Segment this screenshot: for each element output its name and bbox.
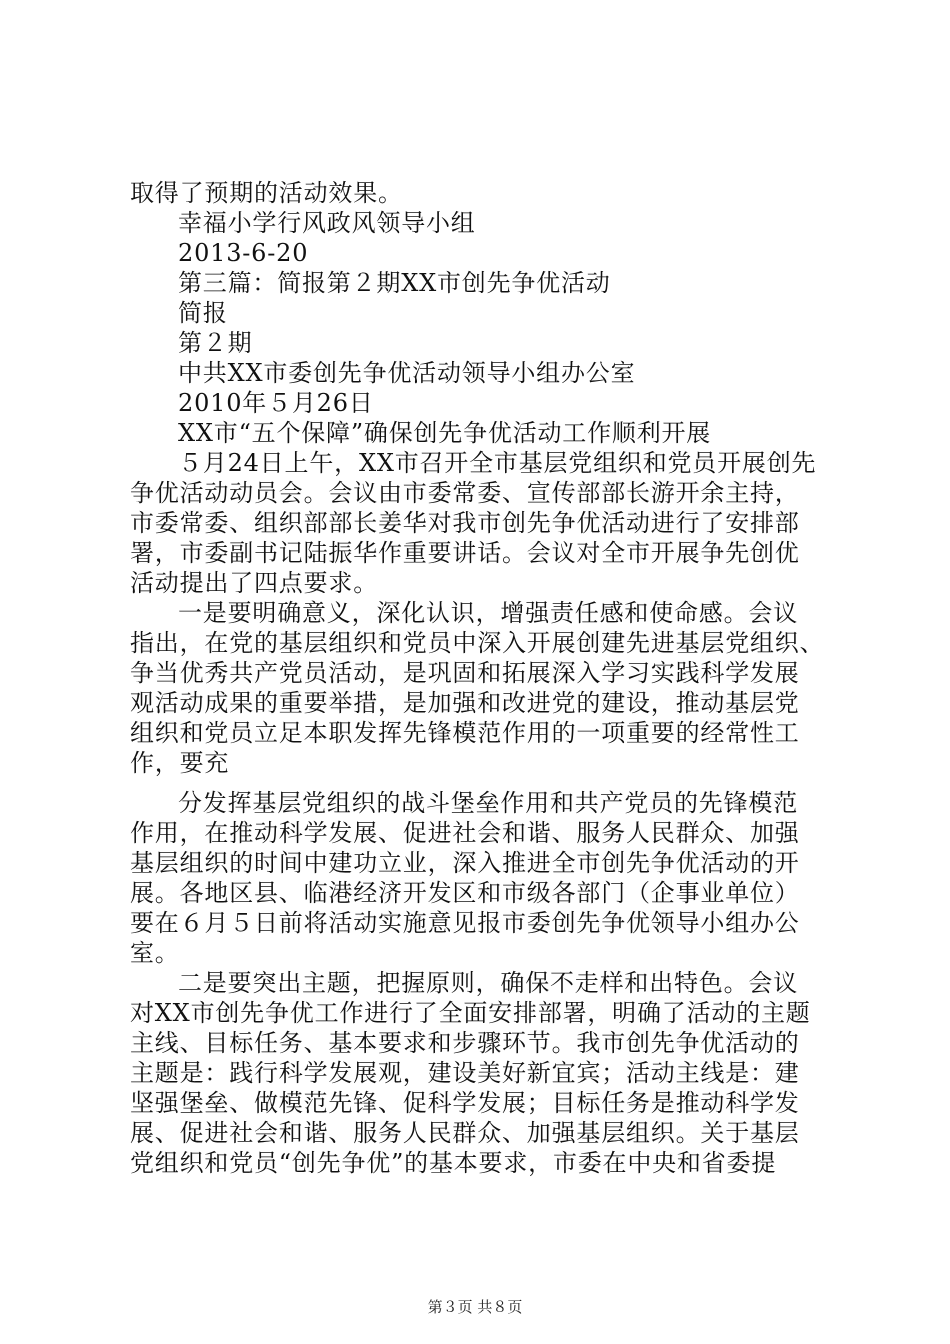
text-line: 坚强堡垒、做模范先锋、促科学发展；目标任务是推动科学发 <box>130 1089 800 1117</box>
text-line: 幸福小学行风政风领导小组 <box>178 209 476 237</box>
text-line: 党组织和党员“创先争优”的基本要求，市委在中央和省委提 <box>130 1149 777 1177</box>
text-line: 展。各地区县、临港经济开发区和市级各部门（企事业单位） <box>130 879 800 907</box>
text-line: 展、促进社会和谐、服务人民群众、加强基层组织。关于基层 <box>130 1119 800 1147</box>
text-line: 取得了预期的活动效果。 <box>130 179 403 207</box>
text-line: 作，要充 <box>130 749 230 777</box>
text-line: 分发挥基层党组织的战斗堡垒作用和共产党员的先锋模范 <box>178 789 798 817</box>
text-line: 基层组织的时间中建功立业，深入推进全市创先争优活动的开 <box>130 849 800 877</box>
section-heading: 第三篇：简报第２期XX市创先争优活动 <box>178 269 611 297</box>
text-line: 对XX市创先争优工作进行了全面安排部署，明确了活动的主题 <box>130 999 811 1027</box>
text-line: 署，市委副书记陆振华作重要讲话。会议对全市开展争先创优 <box>130 539 800 567</box>
text-line: 第２期 <box>178 329 253 357</box>
text-line: 组织和党员立足本职发挥先锋模范作用的一项重要的经常性工 <box>130 719 800 747</box>
text-line: 争优活动动员会。会议由市委常委、宣传部部长游开余主持， <box>130 479 800 507</box>
text-line: 2013-6-20 <box>178 239 309 267</box>
text-line: ５月24日上午，XX市召开全市基层党组织和党员开展创先 <box>178 449 817 477</box>
text-line: 作用，在推动科学发展、促进社会和谐、服务人民群众、加强 <box>130 819 800 847</box>
text-line: 二是要突出主题，把握原则，确保不走样和出特色。会议 <box>178 969 798 997</box>
text-line: 争当优秀共产党员活动，是巩固和拓展深入学习实践科学发展 <box>130 659 800 687</box>
text-line: 中共XX市委创先争优活动领导小组办公室 <box>178 359 636 387</box>
text-line: 市委常委、组织部部长姜华对我市创先争优活动进行了安排部 <box>130 509 800 537</box>
text-line: 活动提出了四点要求。 <box>130 569 378 597</box>
text-line: 要在６月５日前将活动实施意见报市委创先争优领导小组办公 <box>130 909 800 937</box>
text-line: 主题是：践行科学发展观，建设美好新宜宾；活动主线是：建 <box>130 1059 800 1087</box>
text-line: 2010年５月26日 <box>178 389 374 417</box>
page-number-footer: 第３页 共８页 <box>427 1298 523 1316</box>
text-line: 简报 <box>178 299 228 327</box>
text-line: 主线、目标任务、基本要求和步骤环节。我市创先争优活动的 <box>130 1029 800 1057</box>
text-line: 一是要明确意义，深化认识，增强责任感和使命感。会议 <box>178 599 798 627</box>
article-title: XX市“五个保障”确保创先争优活动工作顺利开展 <box>178 419 712 447</box>
text-line: 指出，在党的基层组织和党员中深入开展创建先进基层党组织、 <box>130 629 825 657</box>
text-line: 观活动成果的重要举措，是加强和改进党的建设，推动基层党 <box>130 689 800 717</box>
text-line: 室。 <box>130 939 180 967</box>
